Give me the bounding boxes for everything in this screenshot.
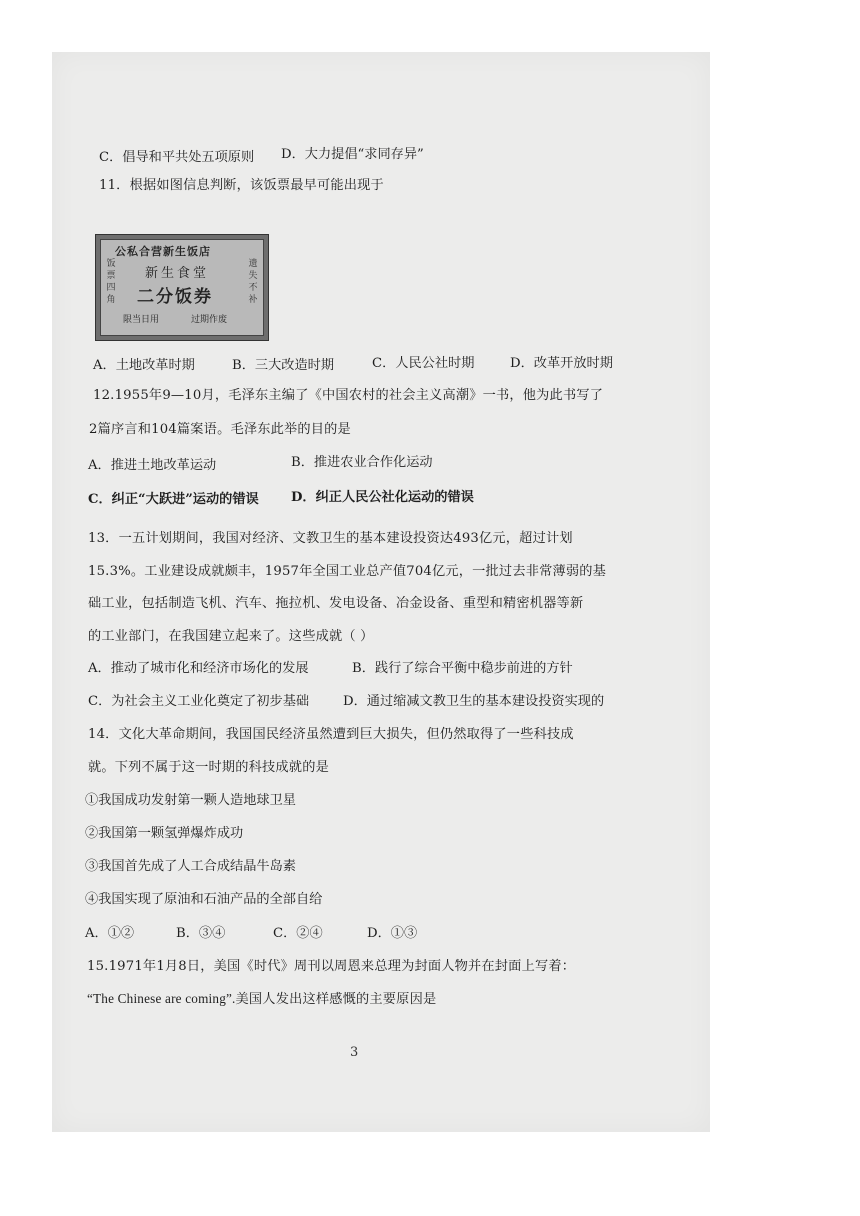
page-number: 3 (350, 1045, 359, 1060)
q13-stem-line1: 13．一五计划期间，我国对经济、文教卫生的基本建设投资达493亿元，超过计划 (88, 531, 573, 546)
q15-stem-line1: 15.1971年1月8日，美国《时代》周刊以周恩来总理为封面人物并在封面上写着： (87, 959, 576, 974)
q14-option-a: A．①② (85, 926, 135, 941)
q12-option-a: A．推进土地改革运动 (88, 458, 217, 473)
q10-option-c: C．倡导和平共处五项原则 (99, 150, 255, 165)
ticket-header: 公私合营新生饭店 (115, 245, 211, 258)
q15-stem-line2: “The Chinese are coming”.美国人发出这样感慨的主要原因是 (87, 991, 437, 1006)
q11-option-b: B．三大改造时期 (232, 358, 335, 373)
q14-stem-line2: 就。下列不属于这一时期的科技成就的是 (88, 760, 329, 775)
q14-option-b: B．③④ (176, 926, 226, 941)
q12-option-d: D．纠正人民公社化运动的错误 (291, 490, 474, 505)
q10-option-d: D．大力提倡“求同存异” (281, 147, 424, 162)
q13-stem-line4: 的工业部门，在我国建立起来了。这些成就（ ） (88, 629, 374, 644)
q12-stem-line2: 2篇序言和104篇案语。毛泽东此举的目的是 (89, 422, 351, 437)
q11-option-a: A．土地改革时期 (93, 358, 195, 373)
q11-stem: 11．根据如图信息判断，该饭票最早可能出现于 (99, 178, 384, 193)
q13-option-b: B．践行了综合平衡中稳步前进的方针 (352, 661, 573, 676)
q13-option-d: D．通过缩减文教卫生的基本建设投资实现的 (343, 694, 605, 709)
ticket-left-column: 饭票四角 (106, 259, 116, 305)
q14-item-1: ①我国成功发射第一颗人造地球卫星 (85, 793, 296, 808)
ticket-footer-left: 限当日用 (123, 315, 160, 325)
q11-option-d: D．改革开放时期 (510, 356, 613, 371)
q12-stem-line1: 12.1955年9—10月，毛泽东主编了《中国农村的社会主义高潮》一书，他为此书写了 (93, 388, 604, 403)
q12-option-c: C．纠正“大跃进”运动的错误 (88, 492, 259, 507)
q13-option-a: A．推动了城市化和经济市场化的发展 (88, 661, 309, 676)
q11-option-c: C．人民公社时期 (372, 356, 475, 371)
q13-option-c: C．为社会主义工业化奠定了初步基础 (88, 694, 310, 709)
ticket-footer-right: 过期作废 (191, 315, 228, 325)
q14-option-c: C．②④ (273, 926, 323, 941)
meal-ticket-image (95, 234, 269, 341)
q14-item-4: ④我国实现了原油和石油产品的全部自给 (85, 892, 323, 907)
q14-item-2: ②我国第一颗氢弹爆炸成功 (85, 826, 244, 841)
q14-option-d: D．①③ (367, 926, 418, 941)
ticket-name: 新生食堂 (145, 266, 210, 281)
q12-option-b: B．推进农业合作化运动 (291, 455, 433, 470)
q13-stem-line3: 础工业，包括制造飞机、汽车、拖拉机、发电设备、冶金设备、重型和精密机器等新 (88, 596, 584, 611)
ticket-value: 二分饭券 (137, 287, 213, 307)
ticket-right-column: 遗失不补 (248, 259, 258, 305)
q14-item-3: ③我国首先成了人工合成结晶牛岛素 (85, 859, 296, 874)
q14-stem-line1: 14．文化大革命期间，我国国民经济虽然遭到巨大损失，但仍然取得了一些科技成 (88, 727, 574, 742)
q13-stem-line2: 15.3%。工业建设成就颇丰，1957年全国工业总产值704亿元，一批过去非常薄弱的基 (88, 564, 607, 579)
